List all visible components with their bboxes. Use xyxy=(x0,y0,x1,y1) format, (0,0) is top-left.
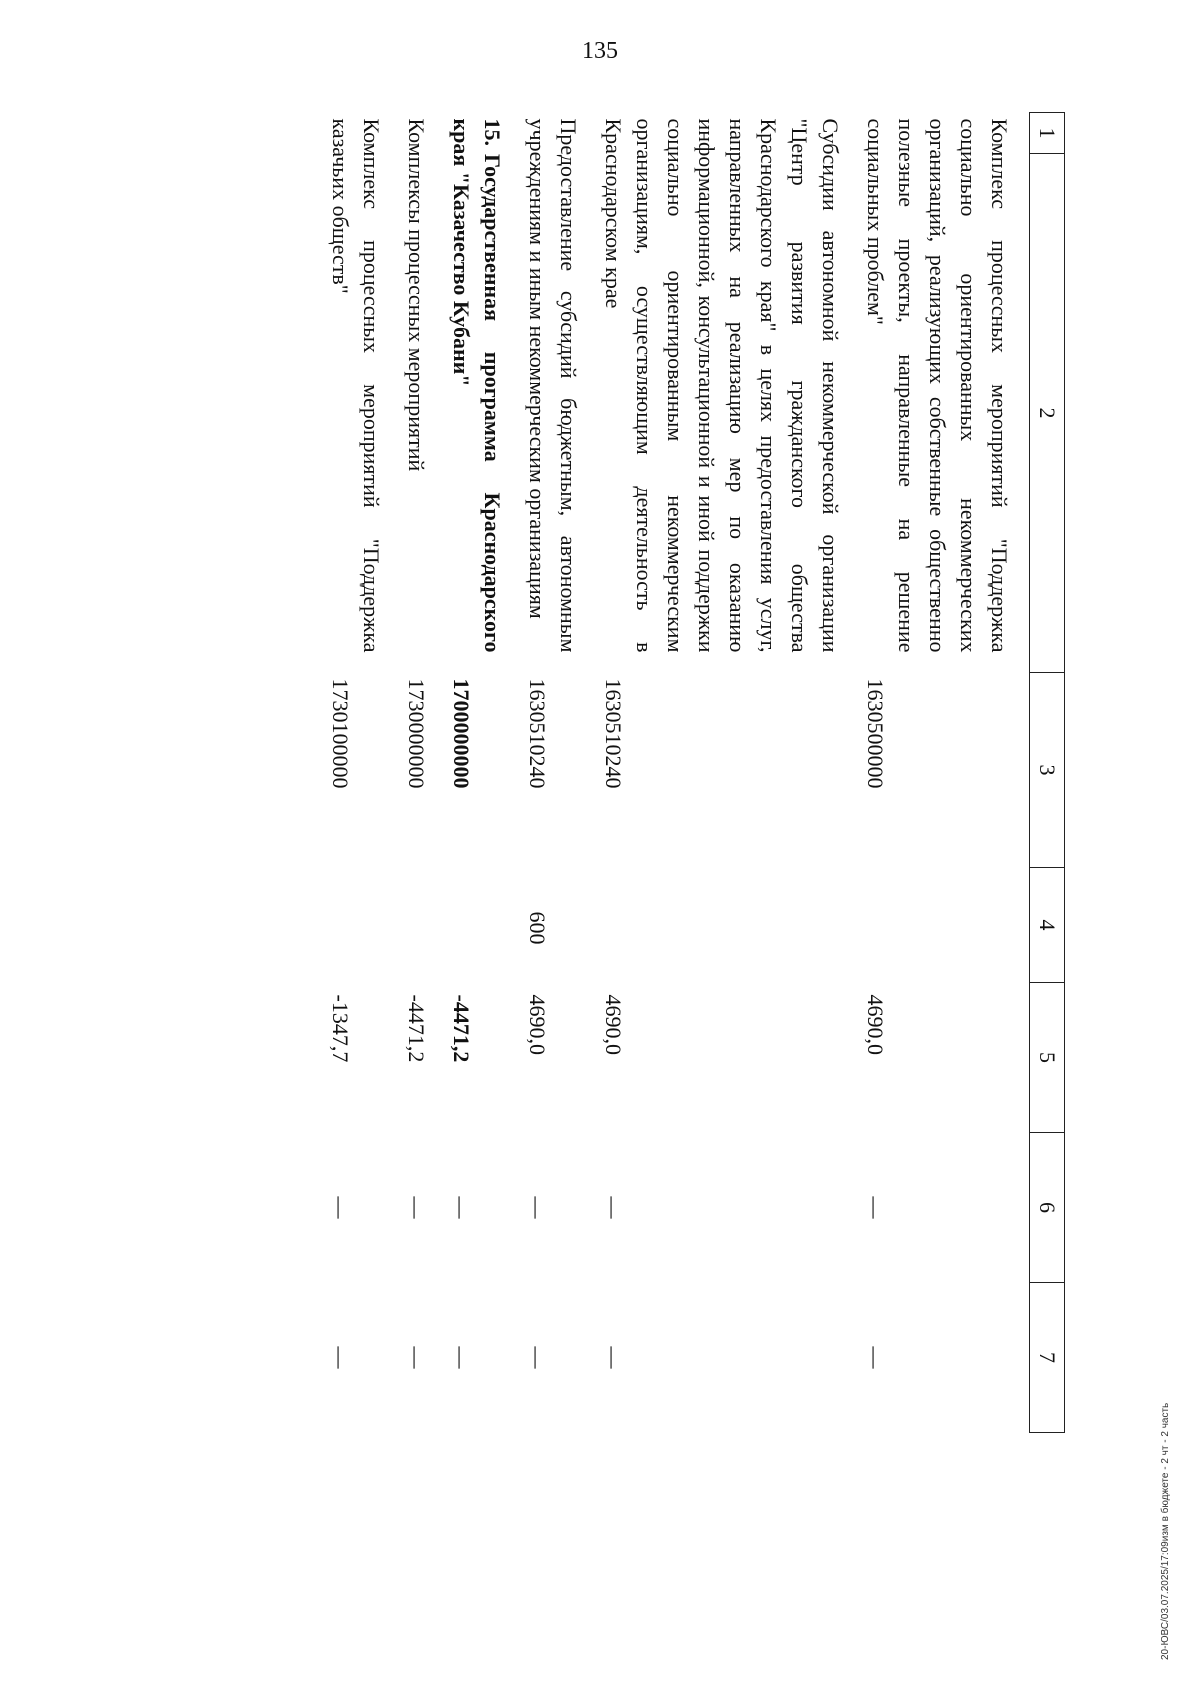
row-expense-type: 600 xyxy=(525,911,550,945)
row-amount: 4690,0 xyxy=(525,994,550,1055)
row-name: Предоставление субсидий бюджетным, автономным учреждениям и иным некоммерческим организациям xyxy=(525,118,581,653)
header-col-6: 6 xyxy=(1030,1133,1065,1283)
table-row xyxy=(325,113,401,1633)
row-name: Комплекс процессных мероприятий "Поддержка социально ориентированных некоммерческих организаций, реализующих собственные общественно полезные проекты, направленные на решение социальных проблем" xyxy=(863,118,1012,653)
row-expense-type xyxy=(401,868,446,983)
row-col-7: — xyxy=(601,1346,626,1369)
row-expense-type xyxy=(325,868,401,983)
header-col-7: 7 xyxy=(1030,1283,1065,1433)
table-row xyxy=(522,113,598,1633)
row-col-7: — xyxy=(404,1346,429,1369)
row-col-6: — xyxy=(449,1196,474,1219)
row-col-6: — xyxy=(601,1196,626,1219)
page-number: 135 xyxy=(582,38,618,64)
row-col-7: — xyxy=(863,1346,888,1369)
row-code: 1700000000 xyxy=(449,678,474,789)
header-col-1: 1 xyxy=(1030,113,1064,154)
row-code: 1730100000 xyxy=(328,678,353,789)
header-col-5: 5 xyxy=(1030,983,1065,1133)
row-amount: -4471,2 xyxy=(404,994,429,1063)
header-col-2: 2 xyxy=(1035,407,1060,419)
row-name-cell xyxy=(598,113,860,673)
table-row xyxy=(860,113,1030,1633)
table-row xyxy=(446,113,522,1633)
row-name: Комплекс процессных мероприятий "Поддержка казачьих обществ" xyxy=(328,118,384,653)
header-col-3: 3 xyxy=(1030,673,1065,868)
row-name-cell xyxy=(860,113,1030,673)
footer-stamp: 20-ЮВС/03.07.2025/17:09изм в бюджете - 2 чт - 2 часть xyxy=(1160,1402,1171,1660)
row-code: 1630500000 xyxy=(863,678,888,789)
row-col-6: — xyxy=(863,1196,888,1219)
row-amount: 4690,0 xyxy=(601,994,626,1055)
row-name-cell xyxy=(522,113,598,673)
row-amount: -4471,2 xyxy=(449,994,474,1063)
row-expense-type xyxy=(446,868,522,983)
row-amount: -1347,7 xyxy=(328,994,353,1063)
row-name-cell xyxy=(325,113,401,673)
row-name: Комплексы процессных мероприятий xyxy=(404,118,429,472)
row-name: Государственная программа Краснодарского края "Казачество Кубани" xyxy=(449,118,505,653)
header-col-4: 4 xyxy=(1030,868,1065,983)
row-code: 1630510240 xyxy=(601,678,626,789)
row-amount: 4690,0 xyxy=(863,994,888,1055)
row-col-6: — xyxy=(525,1196,550,1219)
row-col-7: — xyxy=(525,1346,550,1369)
row-name: Субсидии автономной некоммерческой организации "Центр развития гражданского общества Краснодарского края" в целях предоставления услуг, направленных на реализацию мер по оказанию информационной, консультационной и иной поддержки социально ориентированным некоммерческим организациям, осуществляющим деятельность в Краснодарском крае xyxy=(601,118,843,653)
header-col-1-2 xyxy=(1030,113,1065,673)
table-row xyxy=(598,113,860,1633)
rotated-table-container xyxy=(165,112,1065,1632)
row-code: 1730000000 xyxy=(404,678,429,789)
budget-table xyxy=(325,112,1065,1633)
table-header-row xyxy=(1030,113,1065,1633)
row-name-cell xyxy=(401,113,446,673)
row-number: 15. xyxy=(480,118,505,146)
table-row xyxy=(401,113,446,1633)
row-name-cell xyxy=(446,113,522,673)
row-col-6: — xyxy=(328,1196,353,1219)
row-expense-type xyxy=(598,868,860,983)
row-col-6: — xyxy=(404,1196,429,1219)
row-col-7: — xyxy=(328,1346,353,1369)
row-code: 1630510240 xyxy=(525,678,550,789)
row-expense-type xyxy=(860,868,1030,983)
row-col-7: — xyxy=(449,1346,474,1369)
